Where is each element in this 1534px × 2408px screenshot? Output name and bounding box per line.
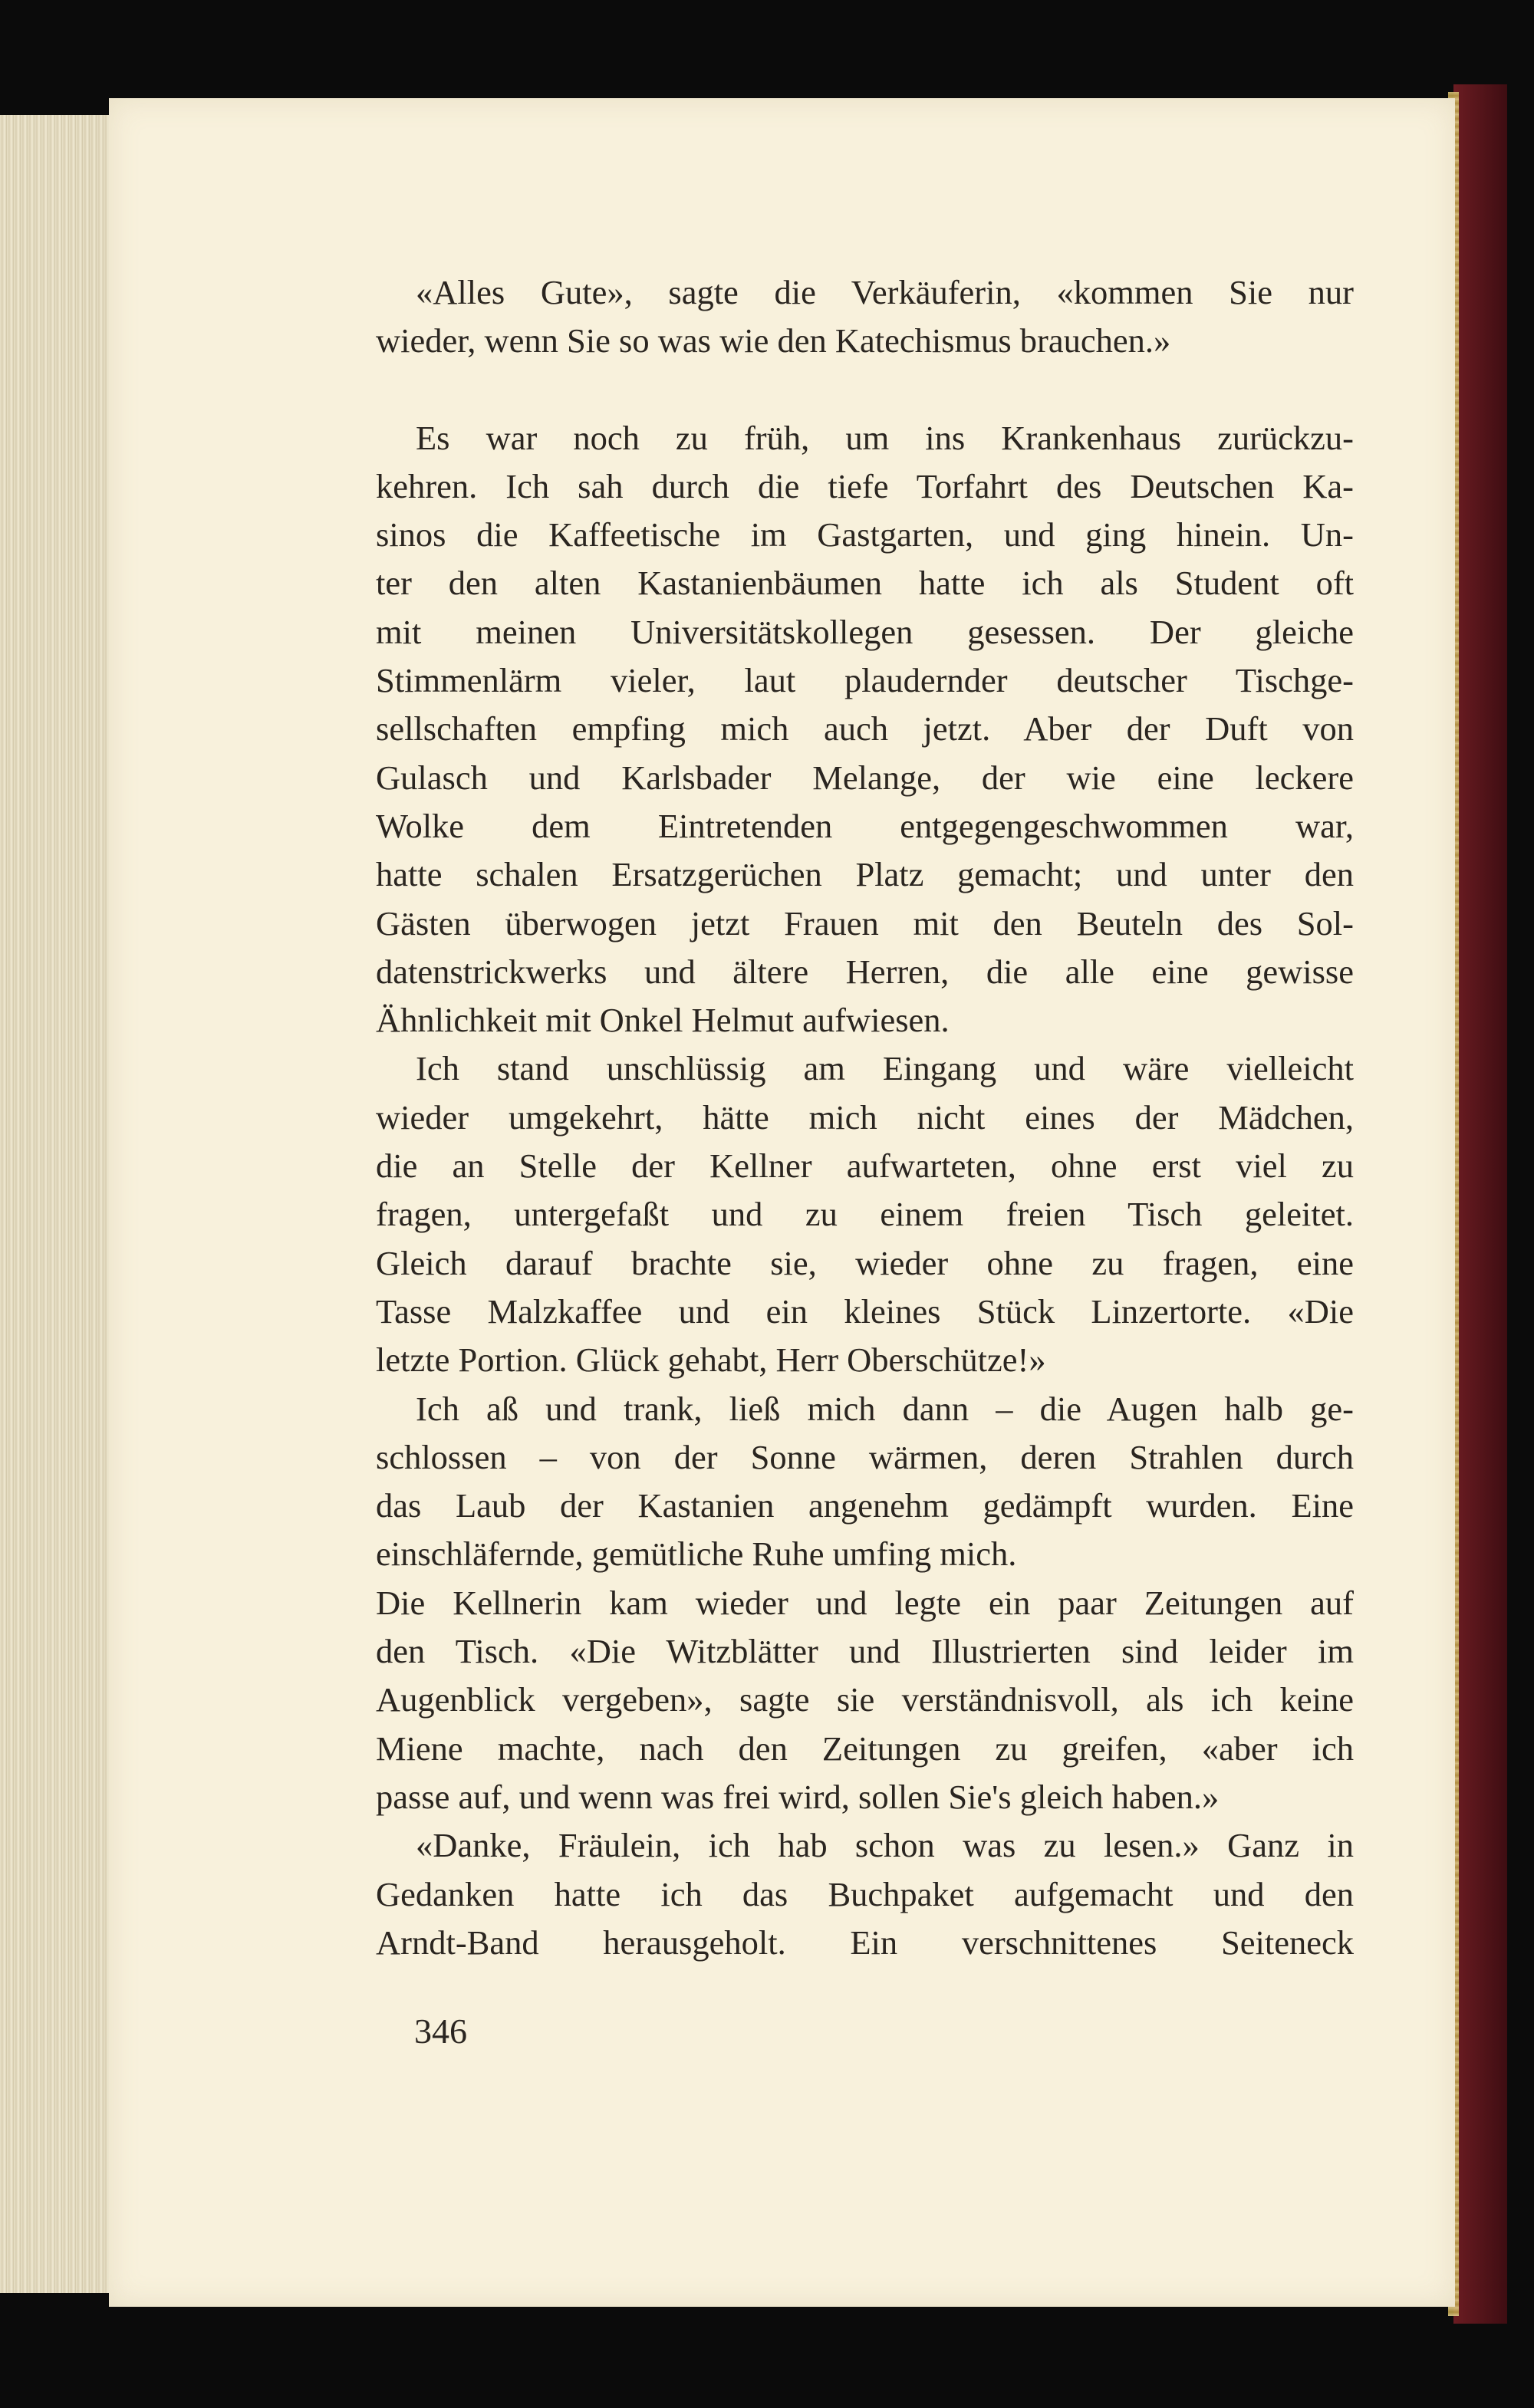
text-line: ter den alten Kastanienbäumen hatte ich als Student oft [376,564,1354,603]
text-line: einschläfernde, gemütliche Ruhe umfing mich. [376,1535,1017,1574]
text-line: schlossen – von der Sonne wärmen, deren Strahlen durch [376,1437,1354,1476]
text-line: «Danke, Fräulein, ich hab schon was zu lesen.» Ganz in [416,1826,1354,1865]
text-line: sellschaften empfing mich auch jetzt. Aber der Duft von [376,709,1354,748]
text-line: wieder, wenn Sie so was wie den Katechismus brauchen.» [376,321,1171,360]
text-line: wieder umgekehrt, hätte mich nicht eines der Mädchen, [376,1097,1354,1137]
text-line: Gedanken hatte ich das Buchpaket aufgemacht und den [376,1874,1354,1913]
text-line: die an Stelle der Kellner aufwarteten, ohne erst viel zu [376,1146,1354,1186]
text-line: Gulasch und Karlsbader Melange, der wie eine leckere [376,758,1354,797]
text-line: das Laub der Kastanien angenehm gedämpft wurden. Eine [376,1486,1354,1525]
page-body-text [376,268,1354,1967]
text-line: mit meinen Universitätskollegen gesessen. Der gleiche [376,612,1354,651]
paragraph [376,1044,1354,1384]
text-line: Augenblick vergeben», sagte sie verständnisvoll, als ich keine [376,1680,1354,1719]
paragraph [376,268,1354,366]
text-line: Gleich darauf brachte sie, wieder ohne zu fragen, eine [376,1243,1354,1282]
text-line: den Tisch. «Die Witzblätter und Illustrierten sind leider im [376,1632,1354,1671]
paragraph [376,414,1354,1045]
text-line: Arndt-Band herausgeholt. Ein verschnittenes Seiteneck [376,1923,1354,1962]
text-line: letzte Portion. Glück gehabt, Herr Oberschütze!» [376,1341,1046,1380]
text-line: fragen, untergefaßt und zu einem freien Tisch geleitet. [376,1195,1354,1234]
text-line: Gästen überwogen jetzt Frauen mit den Beuteln des Sol- [376,903,1354,942]
text-line: Wolke dem Eintretenden entgegengeschwommen war, [376,806,1354,845]
text-line: sinos die Kaffeetische im Gastgarten, und ging hinein. Un- [376,515,1354,554]
book-cover-edge [1453,84,1507,2324]
text-line: «Alles Gute», sagte die Verkäuferin, «kommen Sie nur [416,273,1354,311]
section-gap [376,366,1354,414]
text-line: Stimmenlärm vieler, laut plaudernder deutscher Tischge- [376,661,1354,700]
text-line: hatte schalen Ersatzgerüchen Platz gemacht; und unter den [376,855,1354,894]
text-line: passe auf, und wenn was frei wird, sollen Sie's gleich haben.» [376,1777,1220,1816]
text-line: Ich stand unschlüssig am Eingang und wäre vielleicht [416,1049,1354,1088]
text-line: Es war noch zu früh, um ins Krankenhaus zurückzu- [416,418,1354,457]
text-line: Die Kellnerin kam wieder und legte ein paar Zeitungen auf [376,1583,1354,1622]
page-number: 346 [414,2012,467,2051]
paragraph [376,1821,1354,1967]
paragraph [376,1579,1354,1821]
book-page-edges [0,115,111,2293]
text-line: Tasse Malzkaffee und ein kleines Stück Linzertorte. «Die [376,1291,1354,1331]
text-line: Miene machte, nach den Zeitungen zu greifen, «aber ich [376,1729,1354,1768]
text-line: Ich aß und trank, ließ mich dann – die Augen halb ge- [416,1389,1354,1428]
text-line: datenstrickwerks und ältere Herren, die alle eine gewisse [376,952,1354,991]
text-line: kehren. Ich sah durch die tiefe Torfahrt des Deutschen Ka- [376,466,1354,505]
text-line: Ähnlichkeit mit Onkel Helmut aufwiesen. [376,1001,950,1040]
paragraph [376,1385,1354,1579]
